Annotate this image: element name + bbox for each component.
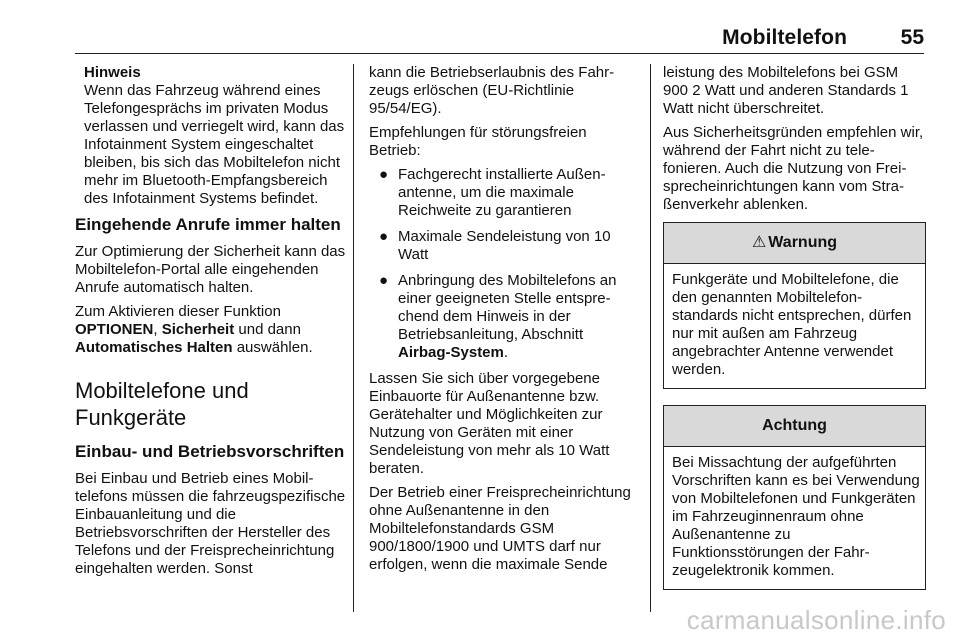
- warning-title: Warnung: [768, 234, 838, 251]
- chapter-heading: Mobiltelefone und Funkgeräte: [75, 378, 249, 430]
- text: ,: [153, 321, 158, 338]
- reference-keyword-airbag-system: Airbag-System: [398, 344, 504, 361]
- note-text: Wenn das Fahrzeug während eines Telefongesprächs im privaten Modus verlassen und verriegelt wird, kann das Infotainment System eingeschaltet bleiben, bis sich das Mobiltelefon nicht mehr im Bluetooth-Empfangsbereich des Infotainment Systems befindet.: [84, 82, 345, 207]
- paragraph: Lassen Sie sich über vorgegebene Einbauorte für Außenantenne bzw. Gerätehalter und Möglichkeiten zur Nutzung von Geräten mit einer Sendeleistung von mehr als 10 Watt beraten.: [369, 370, 610, 477]
- note-block: [75, 64, 349, 208]
- note-title: Hinweis: [84, 64, 141, 81]
- paragraph: Zur Optimierung der Sicherheit kann das Mobiltelefon-Portal alle eingehenden Anrufe automatisch halten.: [75, 243, 346, 296]
- warning-triangle-icon: ⚠: [751, 234, 767, 251]
- bullet: ●: [379, 228, 389, 245]
- caution-header: [664, 406, 925, 447]
- section-heading-installation: Einbau- und Betriebsvorschriften: [75, 442, 345, 461]
- column-divider-2: [650, 64, 651, 612]
- menu-keyword-optionen: OPTIONEN: [75, 321, 154, 338]
- section-heading-incoming-calls: Eingehende Anrufe immer halten: [75, 215, 341, 234]
- column-2: [369, 64, 637, 580]
- paragraph: Aus Sicherheitsgründen empfehlen wir, während der Fahrt nicht zu telefonieren. Auch die Nutzung von Freisprecheinrichtungen kann vom Straßenverkehr ablenken.: [663, 124, 924, 213]
- menu-keyword-automatisches-halten: Automatisches Halten: [75, 339, 233, 356]
- warning-header: [664, 223, 925, 264]
- column-3: [663, 64, 926, 590]
- bullet: ●: [379, 166, 389, 183]
- page-number: 55: [900, 26, 924, 49]
- recommendation-list: [369, 166, 637, 362]
- column-1: [75, 64, 349, 584]
- text: auswählen.: [236, 339, 313, 356]
- paragraph: kann die Betriebserlaubnis des Fahrzeugs erlöschen (EU-Richtlinie 95/54/EG).: [369, 64, 615, 117]
- paragraph: leistung des Mobiltelefons bei GSM 900 2 Watt und anderen Standards 1 Watt nicht überschreitet.: [663, 64, 909, 117]
- page-header: [0, 0, 960, 60]
- warning-text: Funkgeräte und Mobiltelefone, die den genannten Mobiltelefonstandards nicht entsprechen, dürfen nur mit außen am Fahrzeug angebrachter Antenne verwendet werden.: [672, 271, 912, 378]
- page-title: Mobiltelefon: [722, 26, 847, 49]
- menu-keyword-sicherheit: Sicherheit: [161, 321, 235, 338]
- list-item: [369, 228, 637, 264]
- text: .: [503, 344, 509, 361]
- warning-box: [663, 222, 926, 389]
- list-item: [369, 272, 637, 362]
- paragraph: Bei Einbau und Betrieb eines Mobiltelefons müssen die fahrzeugspezifische Einbauanleitung und die Betriebsvorschriften der Hersteller des Telefons und der Freisprecheinrichtung eingehalten werden. Sonst: [75, 470, 346, 577]
- column-divider-1: [353, 64, 354, 612]
- text: und dann: [238, 321, 301, 338]
- bullet: ●: [379, 272, 389, 289]
- paragraph-activation: [75, 303, 349, 357]
- header-rule: [75, 53, 924, 54]
- list-item-text: Maximale Sendeleistung von 10 Watt: [398, 228, 611, 263]
- list-item: [369, 166, 637, 220]
- text: Zum Aktivieren dieser Funktion: [75, 303, 281, 320]
- caution-box: [663, 405, 926, 590]
- list-item-text: Anbringung des Mobiltelefons an einer geeigneten Stelle entsprechend dem Hinweis in der Betriebsanleitung, Abschnitt: [398, 272, 617, 343]
- caution-title: Achtung: [762, 417, 827, 434]
- paragraph: Empfehlungen für störungsfreien Betrieb:: [369, 124, 587, 159]
- list-item-text: Fachgerecht installierte Außenantenne, um die maximale Reichweite zu garantieren: [398, 166, 606, 219]
- caution-text: Bei Missachtung der aufgeführten Vorschriften kann es bei Verwendung von Mobiltelefonen und Funkgeräten im Fahrzeuginnenraum ohne Außenantenne zu Funktionsstörungen der Fahrzeugelektronik kommen.: [672, 454, 920, 579]
- paragraph: Der Betrieb einer Freisprecheinrichtung ohne Außenantenne in den Mobiltelefonstandards GSM 900/1800/1900 und UMTS darf nur erfolgen, wenn die maximale Sende: [369, 484, 631, 573]
- watermark: carmanualsonline.info: [686, 605, 946, 635]
